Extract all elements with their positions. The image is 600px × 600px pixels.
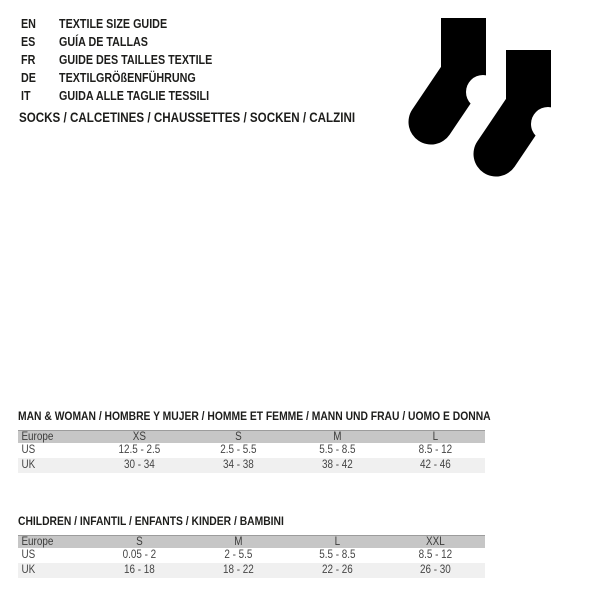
header-cell-size-s: S <box>234 431 242 443</box>
size-cell: 2.5 - 5.5 <box>219 444 257 456</box>
header-cell-size-xs: XS <box>132 431 146 443</box>
size-cell: 34 - 38 <box>222 459 254 471</box>
language-row-es <box>21 33 237 51</box>
size-cell: 42 - 46 <box>420 459 452 471</box>
language-code: IT <box>21 89 31 103</box>
table-header-row <box>18 430 485 443</box>
language-row-en <box>21 15 237 33</box>
header-cell-size-s: S <box>136 536 143 548</box>
table-row-us <box>18 548 485 563</box>
size-cell: 12.5 - 2.5 <box>118 444 161 456</box>
table-title-text: CHILDREN / INFANTIL / ENFANTS / KINDER / BAMBINI <box>18 514 284 528</box>
table-title-text: MAN & WOMAN / HOMBRE Y MUJER / HOMME ET FEMME / MANN UND FRAU / UOMO E DONNA <box>18 409 491 423</box>
size-cell: 26 - 30 <box>420 564 452 576</box>
size-cell: 5.5 - 8.5 <box>318 549 356 561</box>
size-cell: 5.5 - 8.5 <box>318 444 356 456</box>
size-cell: 2 - 5.5 <box>224 549 253 561</box>
sock-shape-front <box>496 50 565 154</box>
language-list <box>21 15 237 105</box>
sock-shape-back <box>431 18 500 122</box>
header-cell-size-m: M <box>233 536 243 548</box>
category-title <box>19 110 410 125</box>
language-code: EN <box>21 17 36 31</box>
socks-icon <box>405 8 565 180</box>
language-label: GUÍA DE TALLAS <box>59 35 148 49</box>
size-table-man-woman <box>18 409 491 473</box>
language-code: DE <box>21 71 36 85</box>
table-row-us <box>18 443 485 458</box>
category-title-text: SOCKS / CALCETINES / CHAUSSETTES / SOCKEN / CALZINI <box>19 110 356 125</box>
size-cell: 30 - 34 <box>123 459 155 471</box>
language-code: ES <box>21 35 36 49</box>
language-row-it <box>21 87 237 105</box>
table-row-uk <box>18 563 485 578</box>
size-cell: 38 - 42 <box>321 459 353 471</box>
header-cell-size-l: L <box>334 536 340 548</box>
header-cell-region: Europe <box>21 431 54 443</box>
row-label: US <box>21 444 36 456</box>
size-cell: 8.5 - 12 <box>418 444 453 456</box>
language-label: TEXTILE SIZE GUIDE <box>59 17 168 31</box>
table-title <box>18 514 485 528</box>
header-cell-size-m: M <box>332 431 342 443</box>
table-row-uk <box>18 458 485 473</box>
table-title <box>18 409 491 423</box>
table-header-row <box>18 535 485 548</box>
row-label: UK <box>21 564 36 576</box>
language-label: GUIDA ALLE TAGLIE TESSILI <box>59 89 210 103</box>
size-cell: 18 - 22 <box>222 564 254 576</box>
language-label: GUIDE DES TAILLES TEXTILE <box>59 53 213 67</box>
size-cell: 8.5 - 12 <box>418 549 453 561</box>
size-cell: 0.05 - 2 <box>122 549 157 561</box>
row-label: US <box>21 549 36 561</box>
row-label: UK <box>21 459 36 471</box>
header-cell-size-l: L <box>432 431 439 443</box>
size-table-children <box>18 514 485 578</box>
header-cell-region: Europe <box>21 536 54 548</box>
header-cell-size-xxl: XXL <box>426 536 445 548</box>
language-label: TEXTILGRÖßENFÜHRUNG <box>59 71 196 85</box>
size-cell: 22 - 26 <box>321 564 353 576</box>
language-row-fr <box>21 51 237 69</box>
size-cell: 16 - 18 <box>123 564 155 576</box>
language-code: FR <box>21 53 36 67</box>
language-row-de <box>21 69 237 87</box>
